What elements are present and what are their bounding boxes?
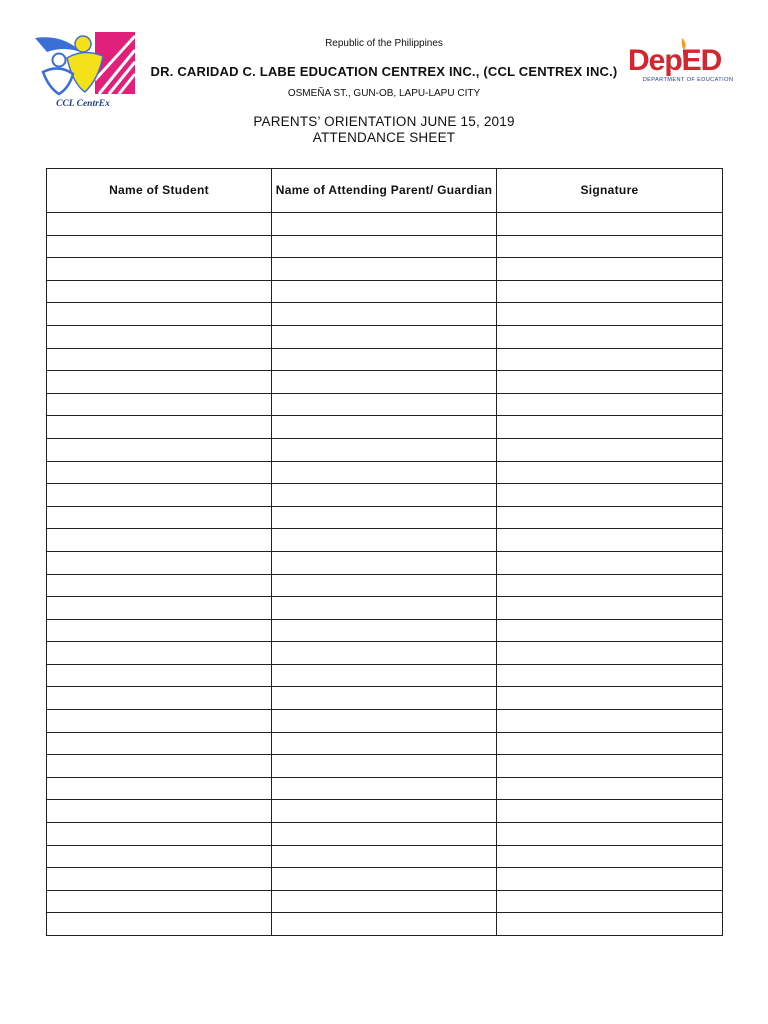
student-name-cell[interactable] [47, 529, 272, 552]
table-row [47, 213, 723, 236]
student-name-cell[interactable] [47, 800, 272, 823]
signature-cell[interactable] [497, 664, 723, 687]
student-name-cell[interactable] [47, 574, 272, 597]
parent-name-cell[interactable] [272, 393, 497, 416]
student-name-cell[interactable] [47, 913, 272, 936]
signature-cell[interactable] [497, 393, 723, 416]
table-row [47, 642, 723, 665]
student-name-cell[interactable] [47, 823, 272, 846]
signature-cell[interactable] [497, 800, 723, 823]
student-name-cell[interactable] [47, 664, 272, 687]
student-name-cell[interactable] [47, 461, 272, 484]
signature-cell[interactable] [497, 619, 723, 642]
signature-cell[interactable] [497, 348, 723, 371]
signature-cell[interactable] [497, 371, 723, 394]
signature-cell[interactable] [497, 755, 723, 778]
signature-cell[interactable] [497, 258, 723, 281]
table-row [47, 506, 723, 529]
student-name-cell[interactable] [47, 687, 272, 710]
parent-name-cell[interactable] [272, 823, 497, 846]
signature-cell[interactable] [497, 597, 723, 620]
parent-name-cell[interactable] [272, 461, 497, 484]
parent-name-cell[interactable] [272, 280, 497, 303]
column-header-parent: Name of Attending Parent/ Guardian [272, 169, 497, 213]
student-name-cell[interactable] [47, 235, 272, 258]
table-row [47, 777, 723, 800]
parent-name-cell[interactable] [272, 890, 497, 913]
signature-cell[interactable] [497, 913, 723, 936]
table-row [47, 823, 723, 846]
parent-name-cell[interactable] [272, 642, 497, 665]
table-row [47, 438, 723, 461]
table-row [47, 710, 723, 733]
parent-name-cell[interactable] [272, 755, 497, 778]
signature-cell[interactable] [497, 235, 723, 258]
signature-cell[interactable] [497, 868, 723, 891]
attendance-rows [47, 213, 723, 936]
parent-name-cell[interactable] [272, 710, 497, 733]
parent-name-cell[interactable] [272, 325, 497, 348]
parent-name-cell[interactable] [272, 371, 497, 394]
signature-cell[interactable] [497, 777, 723, 800]
deped-wordmark: DepED [628, 44, 722, 77]
parent-name-cell[interactable] [272, 235, 497, 258]
signature-cell[interactable] [497, 732, 723, 755]
parent-name-cell[interactable] [272, 213, 497, 236]
table-row [47, 484, 723, 507]
signature-cell[interactable] [497, 461, 723, 484]
signature-cell[interactable] [497, 845, 723, 868]
parent-name-cell[interactable] [272, 529, 497, 552]
signature-cell[interactable] [497, 416, 723, 439]
table-row [47, 755, 723, 778]
document-title: PARENTS’ ORIENTATION JUNE 15, 2019 [253, 114, 515, 129]
student-name-cell[interactable] [47, 777, 272, 800]
parent-name-cell[interactable] [272, 303, 497, 326]
table-row [47, 800, 723, 823]
signature-cell[interactable] [497, 280, 723, 303]
student-name-cell[interactable] [47, 258, 272, 281]
student-name-cell[interactable] [47, 416, 272, 439]
table-row [47, 845, 723, 868]
table-row [47, 258, 723, 281]
student-name-cell[interactable] [47, 484, 272, 507]
column-header-signature: Signature [497, 169, 723, 213]
school-name: DR. CARIDAD C. LABE EDUCATION CENTREX INC., (CCL CENTREX INC.) [150, 64, 618, 79]
student-name-cell[interactable] [47, 393, 272, 416]
table-row [47, 303, 723, 326]
table-row [47, 348, 723, 371]
signature-cell[interactable] [497, 438, 723, 461]
table-row [47, 868, 723, 891]
parent-name-cell[interactable] [272, 416, 497, 439]
table-row [47, 529, 723, 552]
table-row [47, 619, 723, 642]
signature-cell[interactable] [497, 325, 723, 348]
table-row [47, 416, 723, 439]
signature-cell[interactable] [497, 551, 723, 574]
parent-name-cell[interactable] [272, 551, 497, 574]
document-subtitle: ATTENDANCE SHEET [312, 130, 456, 145]
table-row [47, 732, 723, 755]
signature-cell[interactable] [497, 506, 723, 529]
parent-name-cell[interactable] [272, 664, 497, 687]
student-name-cell[interactable] [47, 642, 272, 665]
signature-cell[interactable] [497, 642, 723, 665]
table-row [47, 664, 723, 687]
table-row [47, 280, 723, 303]
attendance-table [46, 168, 723, 936]
signature-cell[interactable] [497, 529, 723, 552]
signature-cell[interactable] [497, 484, 723, 507]
student-name-cell[interactable] [47, 303, 272, 326]
parent-name-cell[interactable] [272, 258, 497, 281]
parent-name-cell[interactable] [272, 438, 497, 461]
signature-cell[interactable] [497, 574, 723, 597]
parent-name-cell[interactable] [272, 732, 497, 755]
parent-name-cell[interactable] [272, 619, 497, 642]
table-row [47, 551, 723, 574]
table-row [47, 325, 723, 348]
parent-name-cell[interactable] [272, 484, 497, 507]
parent-name-cell[interactable] [272, 348, 497, 371]
student-name-cell[interactable] [47, 710, 272, 733]
student-name-cell[interactable] [47, 551, 272, 574]
student-name-cell[interactable] [47, 732, 272, 755]
signature-cell[interactable] [497, 890, 723, 913]
student-name-cell[interactable] [47, 371, 272, 394]
table-row [47, 371, 723, 394]
parent-name-cell[interactable] [272, 868, 497, 891]
student-name-cell[interactable] [47, 506, 272, 529]
table-row [47, 461, 723, 484]
student-name-cell[interactable] [47, 348, 272, 371]
student-name-cell[interactable] [47, 619, 272, 642]
table-row [47, 235, 723, 258]
table-header-row [47, 169, 723, 213]
student-name-cell[interactable] [47, 280, 272, 303]
parent-name-cell[interactable] [272, 574, 497, 597]
table-row [47, 393, 723, 416]
parent-name-cell[interactable] [272, 687, 497, 710]
student-name-cell[interactable] [47, 438, 272, 461]
signature-cell[interactable] [497, 303, 723, 326]
parent-name-cell[interactable] [272, 506, 497, 529]
signature-cell[interactable] [497, 710, 723, 733]
logo-left-text: CCL CentrEx [56, 99, 110, 109]
parent-name-cell[interactable] [272, 800, 497, 823]
student-name-cell[interactable] [47, 325, 272, 348]
table-row [47, 687, 723, 710]
student-name-cell[interactable] [47, 868, 272, 891]
table-row [47, 890, 723, 913]
table-row [47, 913, 723, 936]
parent-name-cell[interactable] [272, 845, 497, 868]
student-name-cell[interactable] [47, 213, 272, 236]
parent-name-cell[interactable] [272, 777, 497, 800]
signature-cell[interactable] [497, 213, 723, 236]
school-address: OSMEÑA ST., GUN-OB, LAPU-LAPU CITY [287, 88, 481, 99]
student-name-cell[interactable] [47, 597, 272, 620]
parent-name-cell[interactable] [272, 913, 497, 936]
parent-name-cell[interactable] [272, 597, 497, 620]
signature-cell[interactable] [497, 687, 723, 710]
student-name-cell[interactable] [47, 845, 272, 868]
column-header-student: Name of Student [47, 169, 272, 213]
student-name-cell[interactable] [47, 755, 272, 778]
signature-cell[interactable] [497, 823, 723, 846]
student-name-cell[interactable] [47, 890, 272, 913]
table-row [47, 574, 723, 597]
deped-subtext: DEPARTMENT OF EDUCATION [642, 77, 734, 83]
table-row [47, 597, 723, 620]
republic-line: Republic of the Philippines [325, 38, 443, 49]
